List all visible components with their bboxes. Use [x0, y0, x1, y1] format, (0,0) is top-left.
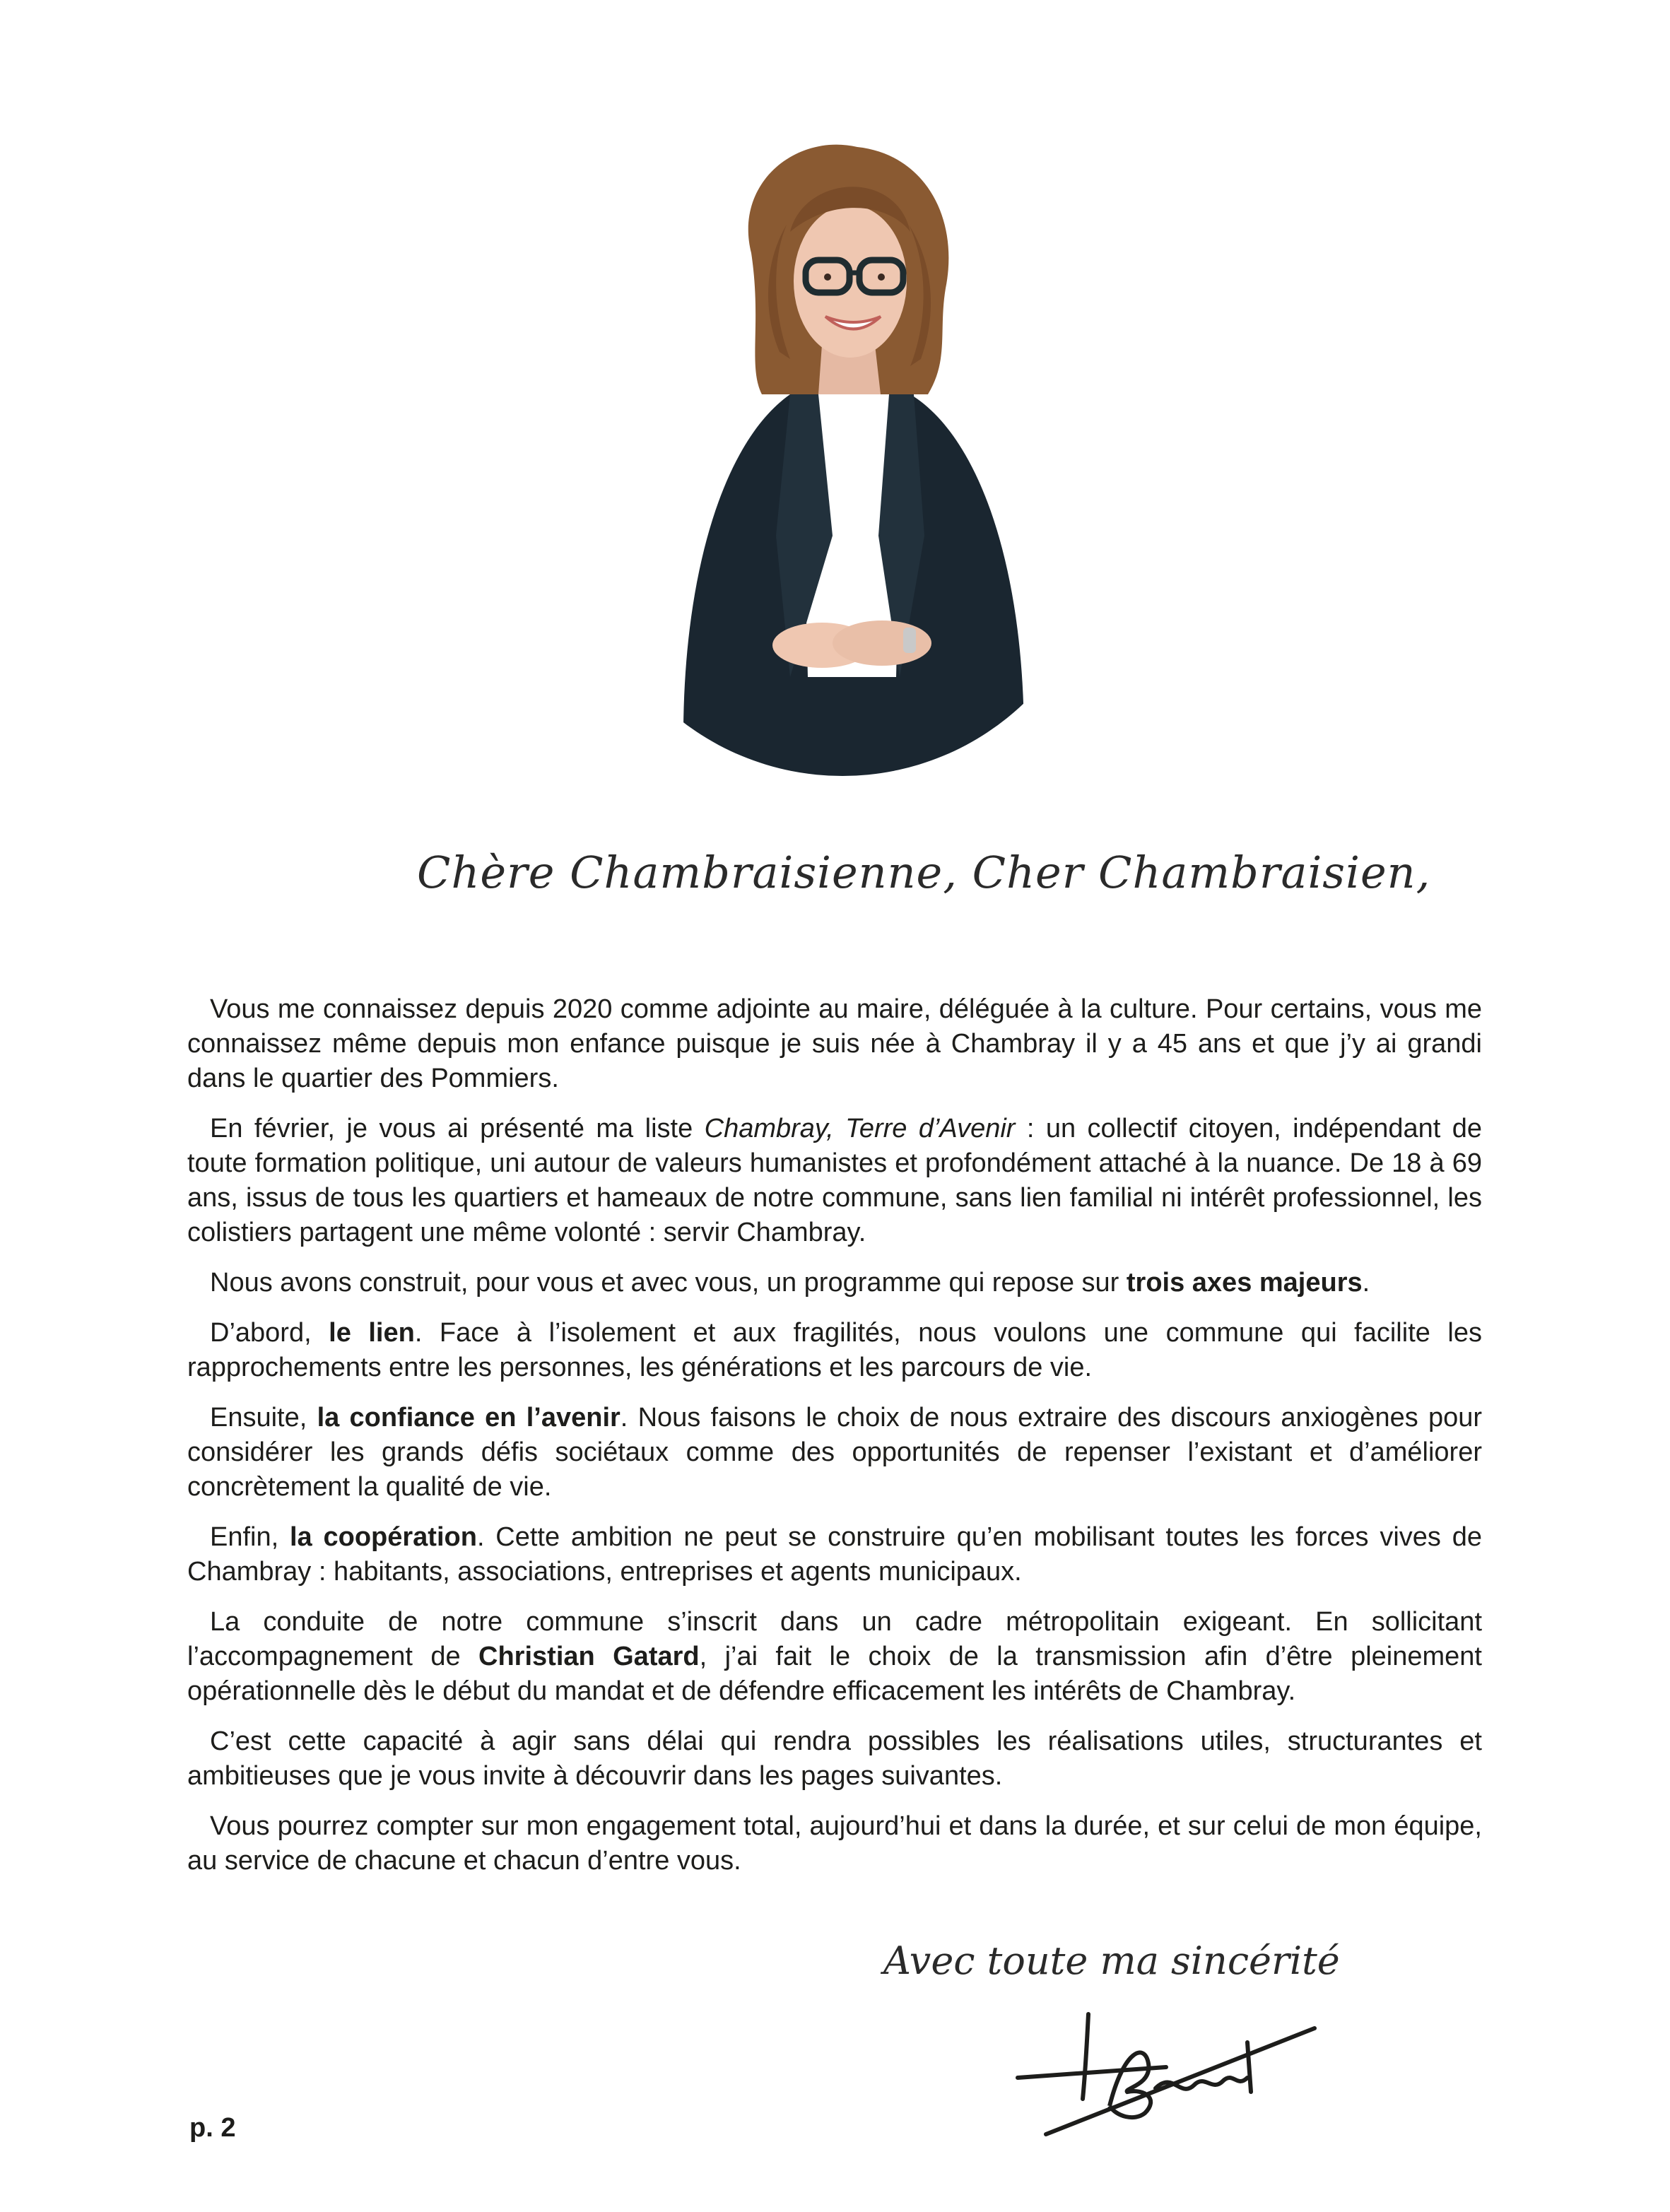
paragraph-4: D’abord, le lien. Face à l’isolement et aux fragilités, nous voulons une commune qui facilite les rapprochements entre les personnes, les générations et les parcours de vie.: [187, 1318, 1482, 1382]
paragraph-9: Vous pourrez compter sur mon engagement total, aujourd’hui et dans la durée, et sur celui de mon équipe, au service de chacune et chacun d’entre vous.: [187, 1811, 1482, 1876]
letter-body: [187, 992, 1482, 1894]
handwritten-greeting: [417, 827, 1431, 933]
signature: [1004, 2000, 1329, 2141]
greeting-text: Chère Chambraisienne, Cher Chambraisien,: [417, 847, 1431, 898]
page-number: p. 2: [189, 2113, 236, 2143]
paragraph-7: La conduite de notre commune s’inscrit dans un cadre métropolitain exigeant. En sollicitant l’accompagnement de Christian Gatard, j’ai fait le choix de la transmission afin d’être pleinement opérationnelle dès le début du mandat et de défendre efficacement les intérêts de Chambray.: [187, 1607, 1482, 1706]
list-name: Chambray, Terre d’Avenir: [704, 1114, 1016, 1143]
paragraph-6: Enfin, la coopération. Cette ambition ne peut se construire qu’en mobilisant toutes les forces vives de Chambray : habitants, associations, entreprises et agents municipaux.: [187, 1522, 1483, 1587]
paragraph-5: Ensuite, la confiance en l’avenir. Nous faisons le choix de nous extraire des discours anxiogènes pour considérer les grands défis sociétaux comme des opportunités de repenser l’existant et d’améliorer concrètement la qualité de vie.: [187, 1403, 1483, 1502]
paragraph-3: Nous avons construit, pour vous et avec vous, un programme qui repose sur trois axes majeurs.: [210, 1268, 1370, 1298]
paragraph-1: Vous me connaissez depuis 2020 comme adjointe au maire, déléguée à la culture. Pour certains, vous me connaissez même depuis mon enfance puisque je suis née à Chambray il y a 45 ans et que j’y ai grandi dans le quartier des Pommiers.: [187, 994, 1482, 1093]
handwritten-closing: Avec toute ma sincérité: [883, 1939, 1340, 1983]
paragraph-2: En février, je vous ai présenté ma liste Chambray, Terre d’Avenir : un collectif citoyen, indépendant de toute formation politique, uni autour de valeurs humanistes et profondément attaché à la nuance. De 18 à 69 ans, issus de tous les quartiers et hameaux de notre commune, sans lien familial ni intérêt professionnel, les colistiers partagent une même volonté : servir Chambray.: [187, 1114, 1482, 1247]
portrait-photo: [578, 140, 1107, 776]
paragraph-8: C’est cette capacité à agir sans délai qui rendra possibles les réalisations utiles, structurantes et ambitieuses que je vous invite à découvrir dans les pages suivantes.: [187, 1726, 1482, 1791]
